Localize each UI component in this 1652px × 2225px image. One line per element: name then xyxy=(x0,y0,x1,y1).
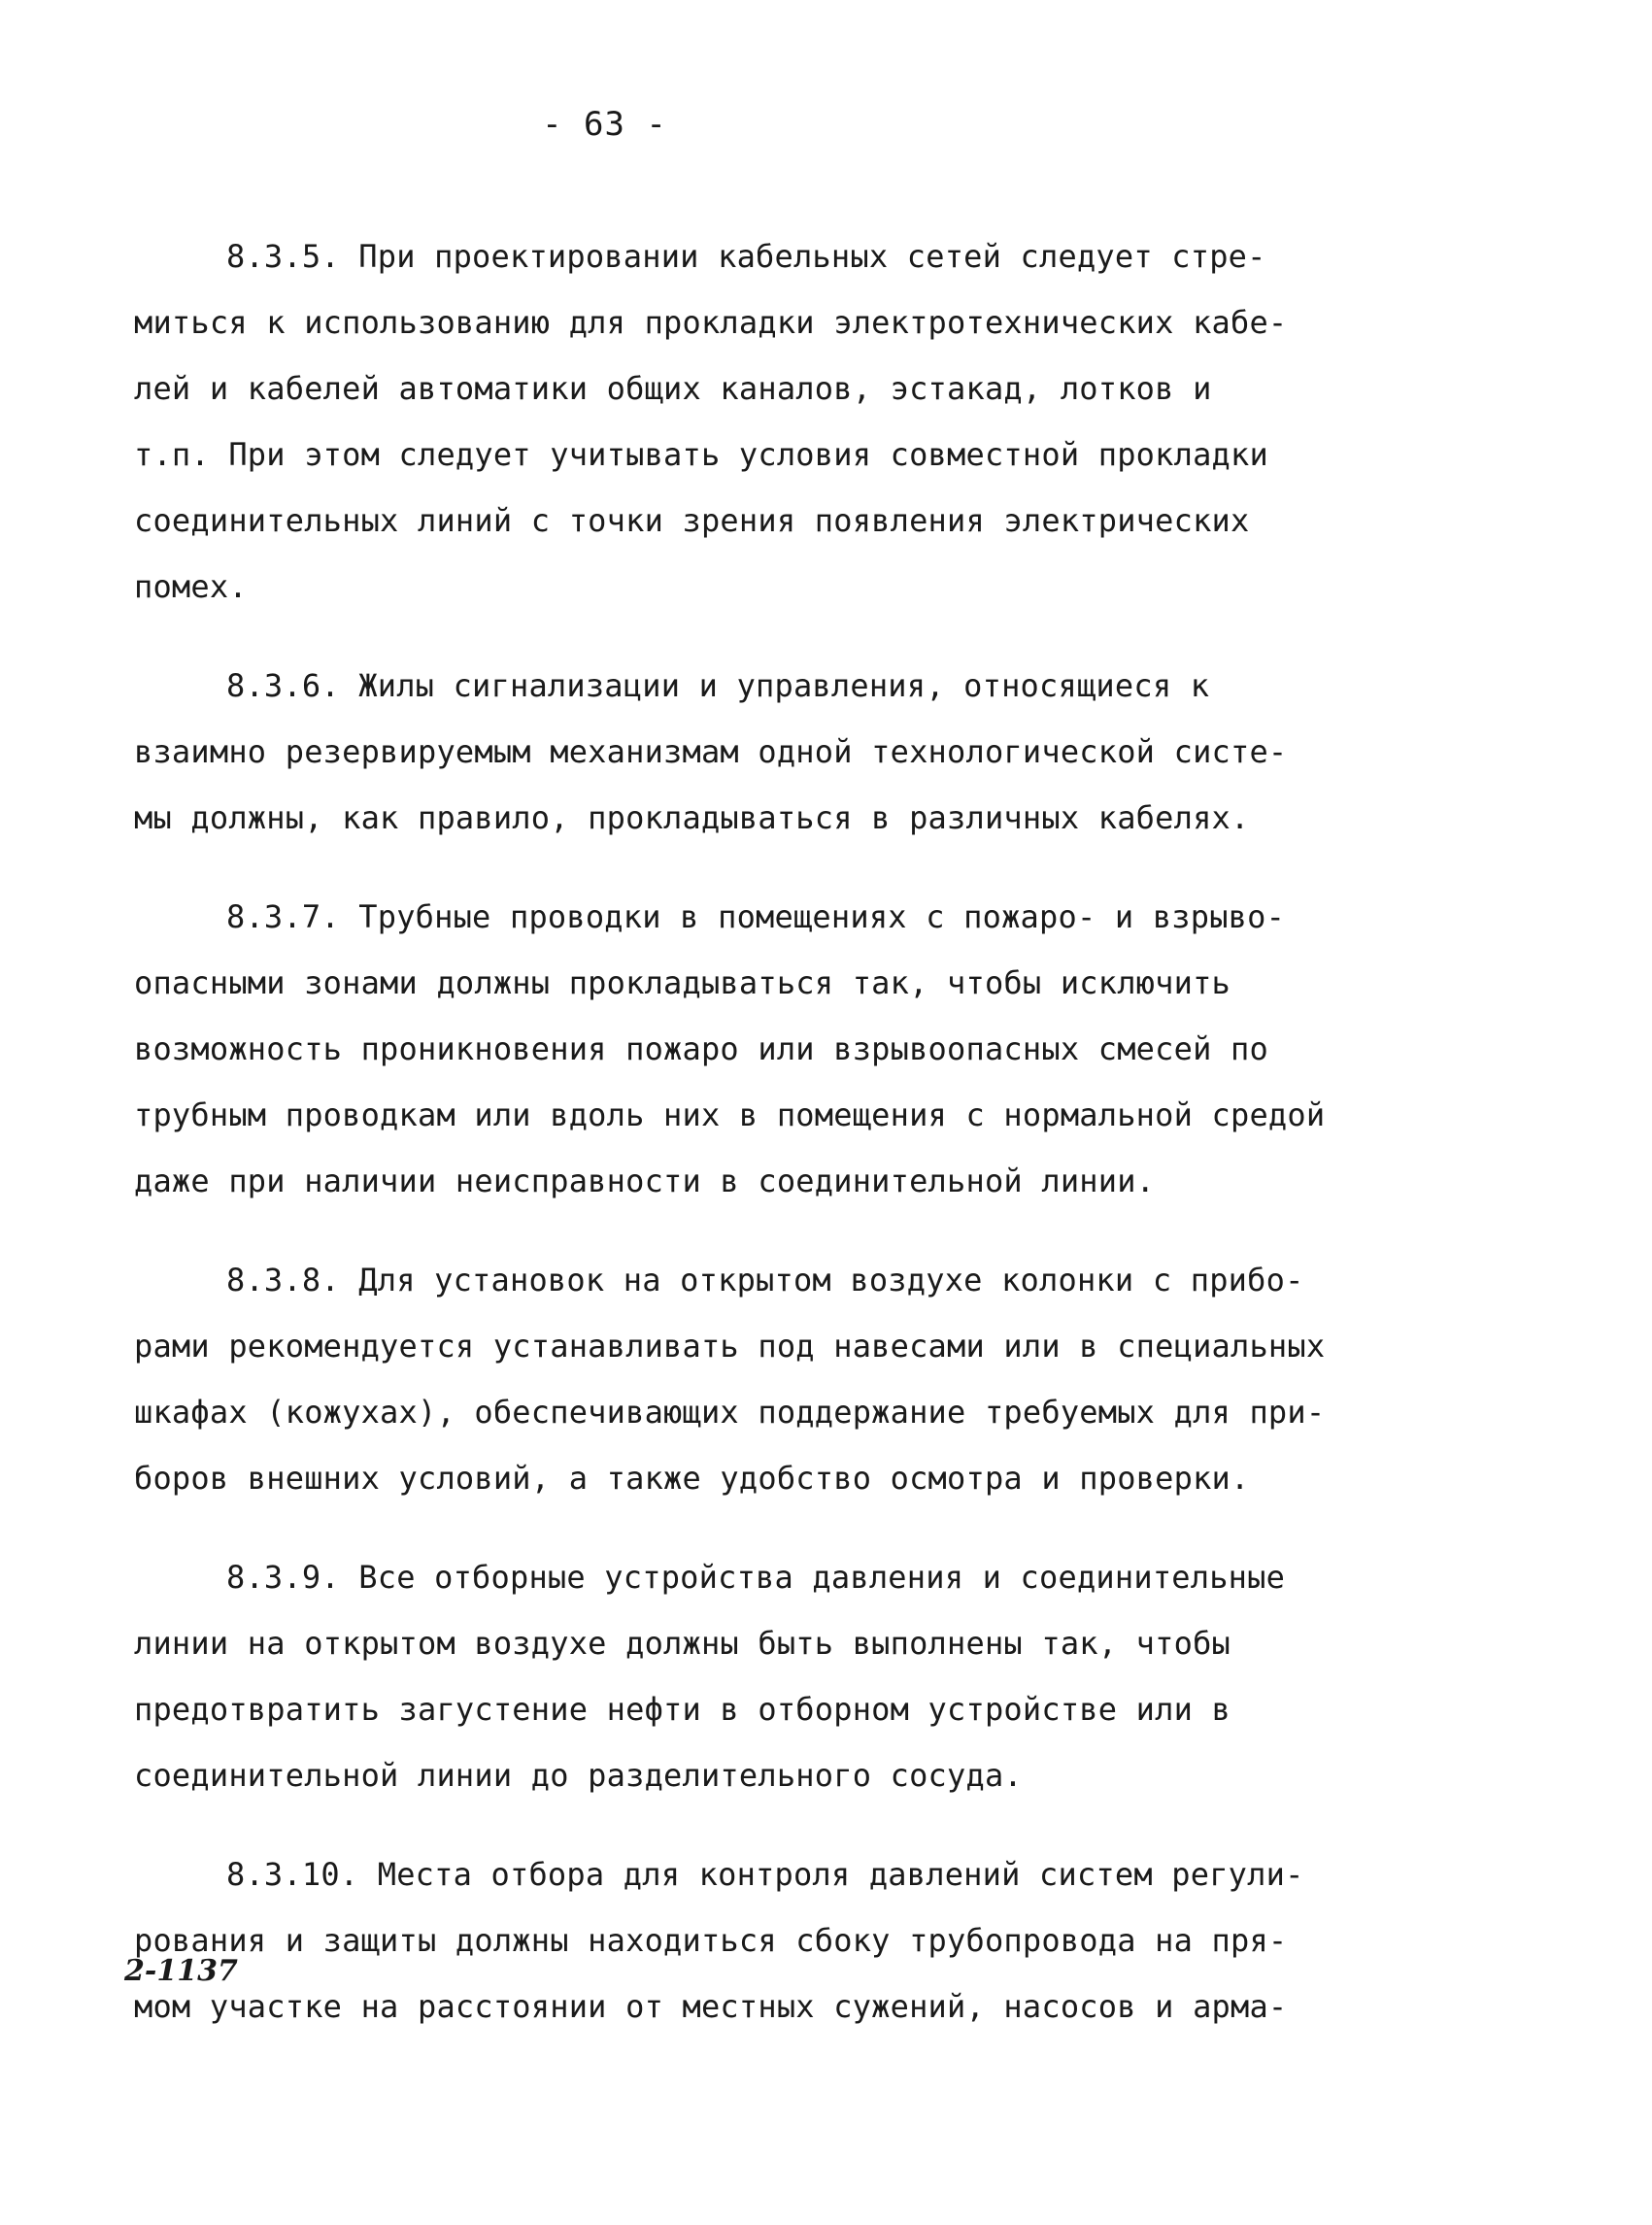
text-line: 8.3.7. Трубные проводки в помещениях с пожаро- и взрыво- xyxy=(226,898,1286,935)
text-line: возможность проникновения пожаро или взрывоопасных смесей по xyxy=(134,1030,1268,1067)
text-line: 8.3.10. Места отбора для контроля давлений систем регули- xyxy=(226,1856,1304,1893)
paragraph-8-3-9 xyxy=(134,1544,1387,1808)
paragraph-8-3-7 xyxy=(134,884,1387,1214)
text-line: мы должны, как правило, прокладываться в различных кабелях. xyxy=(134,799,1250,836)
footer-mark: 2-1137 xyxy=(124,1954,238,1988)
page-number: - 63 - xyxy=(542,105,667,144)
paragraph-8-3-8 xyxy=(134,1247,1387,1511)
text-line: опасными зонами должны прокладываться так, чтобы исключить xyxy=(134,964,1231,1001)
text-line: помех. xyxy=(134,568,248,605)
text-line: предотвратить загустение нефти в отборном устройстве или в xyxy=(134,1691,1231,1728)
text-line: 8.3.5. При проектировании кабельных сетей следует стре- xyxy=(226,238,1266,275)
text-line: соединительной линии до разделительного сосуда. xyxy=(134,1757,1023,1794)
text-line: 8.3.8. Для установок на открытом воздухе колонки с прибо- xyxy=(226,1262,1304,1298)
paragraph-8-3-10 xyxy=(134,1841,1387,2040)
text-line: трубным проводкам или вдоль них в помещения с нормальной средой xyxy=(134,1096,1326,1133)
text-line: линии на открытом воздухе должны быть выполнены так, чтобы xyxy=(134,1625,1231,1662)
text-line: соединительных линий с точки зрения появления электрических xyxy=(134,502,1250,539)
body-text xyxy=(134,223,1387,2073)
text-line: 8.3.6. Жилы сигнализации и управления, относящиеся к xyxy=(226,667,1210,704)
text-line: боров внешних условий, а также удобство осмотра и проверки. xyxy=(134,1460,1250,1497)
text-line: шкафах (кожухах), обеспечивающих поддержание требуемых для при- xyxy=(134,1394,1326,1431)
paragraph-8-3-6 xyxy=(134,653,1387,851)
text-line: 8.3.9. Все отборные устройства давления и соединительные xyxy=(226,1559,1286,1596)
text-line: рования и защиты должны находиться сбоку трубопровода на пря- xyxy=(134,1922,1288,1959)
text-line: взаимно резервируемым механизмам одной технологической систе- xyxy=(134,733,1288,770)
text-line: рами рекомендуется устанавливать под навесами или в специальных xyxy=(134,1328,1326,1365)
text-line: мом участке на расстоянии от местных сужений, насосов и арма- xyxy=(134,1988,1288,2025)
paragraph-8-3-5 xyxy=(134,223,1387,620)
text-line: лей и кабелей автоматики общих каналов, эстакад, лотков и xyxy=(134,370,1212,407)
text-line: т.п. При этом следует учитывать условия совместной прокладки xyxy=(134,436,1268,473)
text-line: миться к использованию для прокладки электротехнических кабе- xyxy=(134,304,1288,341)
text-line: даже при наличии неисправности в соединительной линии. xyxy=(134,1163,1156,1199)
